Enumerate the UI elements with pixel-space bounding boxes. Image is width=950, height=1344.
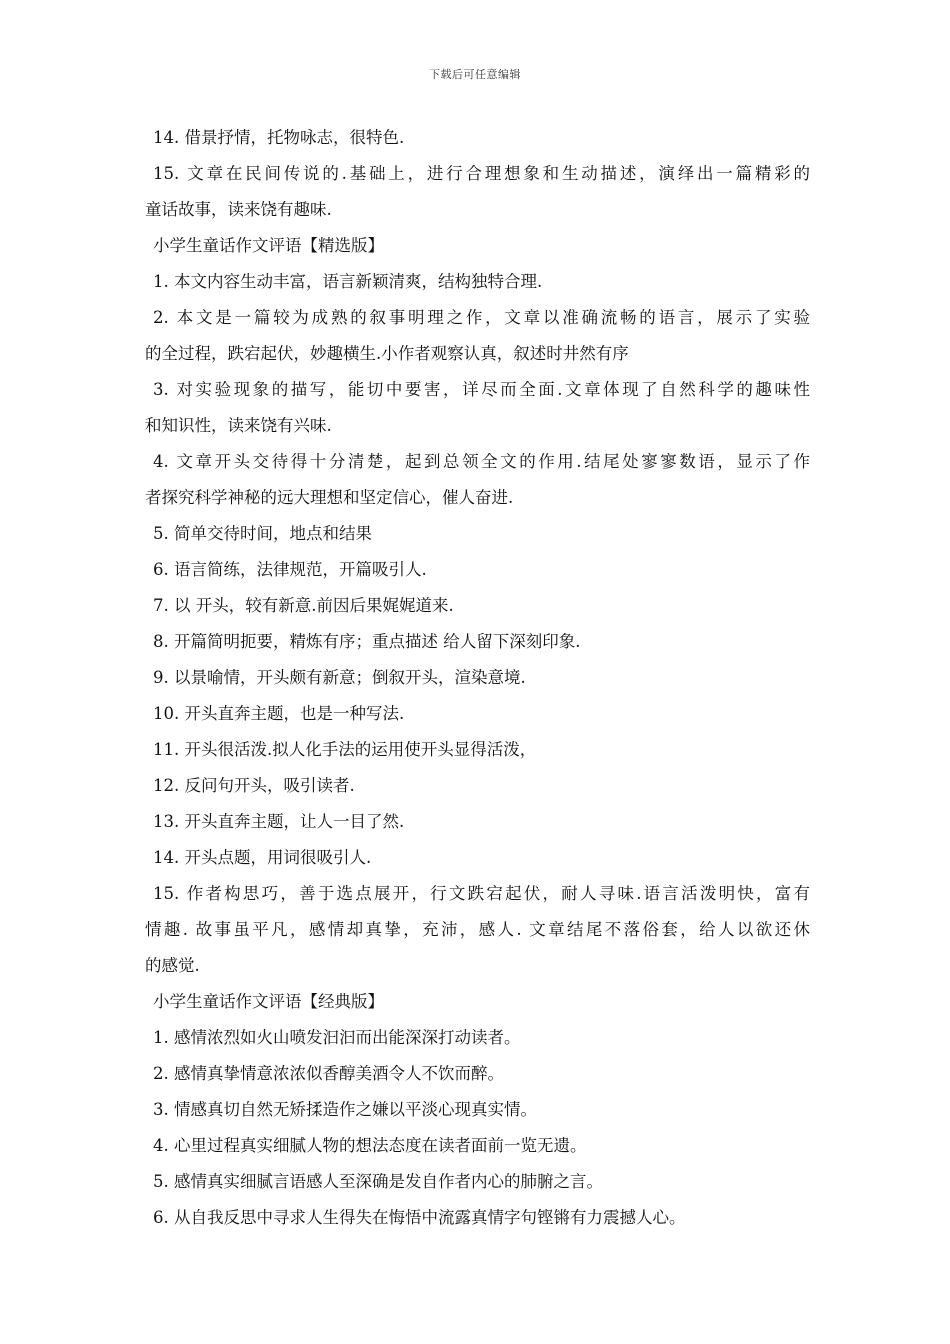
text-line: 童话故事，读来饶有趣味. — [145, 200, 332, 219]
text-line: 13. 开头直奔主题，让人一目了然. — [153, 812, 405, 831]
text-line: 小学生童话作文评语【精选版】 — [153, 236, 384, 255]
text-line: 9. 以景喻情，开头颇有新意；倒叙开头，渲染意境. — [153, 668, 526, 687]
text-line: 4. 心里过程真实细腻人物的想法态度在读者面前一览无遗。 — [153, 1136, 587, 1155]
text-line: 的全过程，跌宕起伏，妙趣横生.小作者观察认真，叙述时井然有序 — [145, 344, 629, 363]
text-line: 5. 简单交待时间，地点和结果 — [153, 524, 372, 543]
text-line: 8. 开篇简明扼要，精炼有序；重点描述 给人留下深刻印象. — [153, 632, 581, 651]
text-line: 15. 文章在民间传说的.基础上，进行合理想象和生动描述，演绎出一篇精彩的 — [153, 164, 810, 183]
text-line: 的感觉. — [145, 956, 200, 975]
text-line: 6. 语言简练，法律规范，开篇吸引人. — [153, 560, 427, 579]
page-header: 下载后可任意编辑 — [429, 68, 521, 81]
text-line: 1. 本文内容生动丰富，语言新颖清爽，结构独特合理. — [153, 272, 543, 291]
text-line: 2. 本文是一篇较为成熟的叙事明理之作，文章以准确流畅的语言，展示了实验 — [153, 308, 810, 327]
text-line: 7. 以 开头，较有新意.前因后果娓娓道来. — [153, 596, 454, 615]
text-line: 3. 对实验现象的描写，能切中要害，详尽而全面.文章体现了自然科学的趣味性 — [153, 380, 810, 399]
text-line: 3. 情感真切自然无矫揉造作之嫌以平淡心现真实情。 — [153, 1100, 537, 1119]
text-line: 者探究科学神秘的远大理想和坚定信心，催人奋进. — [145, 488, 514, 507]
text-line: 14. 借景抒情，托物咏志，很特色. — [153, 128, 405, 147]
text-line: 6. 从自我反思中寻求人生得失在悔悟中流露真情字句铿锵有力震撼人心。 — [153, 1208, 686, 1227]
text-line: 14. 开头点题，用词很吸引人. — [153, 848, 372, 867]
text-line: 5. 感情真实细腻言语感人至深确是发自作者内心的肺腑之言。 — [153, 1172, 603, 1191]
text-line: 10. 开头直奔主题，也是一种写法. — [153, 704, 405, 723]
text-line: 小学生童话作文评语【经典版】 — [153, 992, 384, 1011]
text-line: 11. 开头很活泼.拟人化手法的运用使开头显得活泼， — [153, 740, 537, 759]
document-body — [145, 120, 810, 1236]
text-line: 情趣. 故事虽平凡，感情却真挚，充沛，感人. 文章结尾不落俗套，给人以欲还休 — [145, 920, 810, 939]
text-line: 15. 作者构思巧，善于选点展开，行文跌宕起伏，耐人寻味.语言活泼明快，富有 — [153, 884, 810, 903]
text-line: 1. 感情浓烈如火山喷发汩汩而出能深深打动读者。 — [153, 1028, 521, 1047]
text-line: 4. 文章开头交待得十分清楚，起到总领全文的作用.结尾处寥寥数语，显示了作 — [153, 452, 810, 471]
text-line: 2. 感情真挚情意浓浓似香醇美酒令人不饮而醉。 — [153, 1064, 504, 1083]
text-line: 12. 反问句开头，吸引读者. — [153, 776, 355, 795]
text-line: 和知识性，读来饶有兴味. — [145, 416, 332, 435]
